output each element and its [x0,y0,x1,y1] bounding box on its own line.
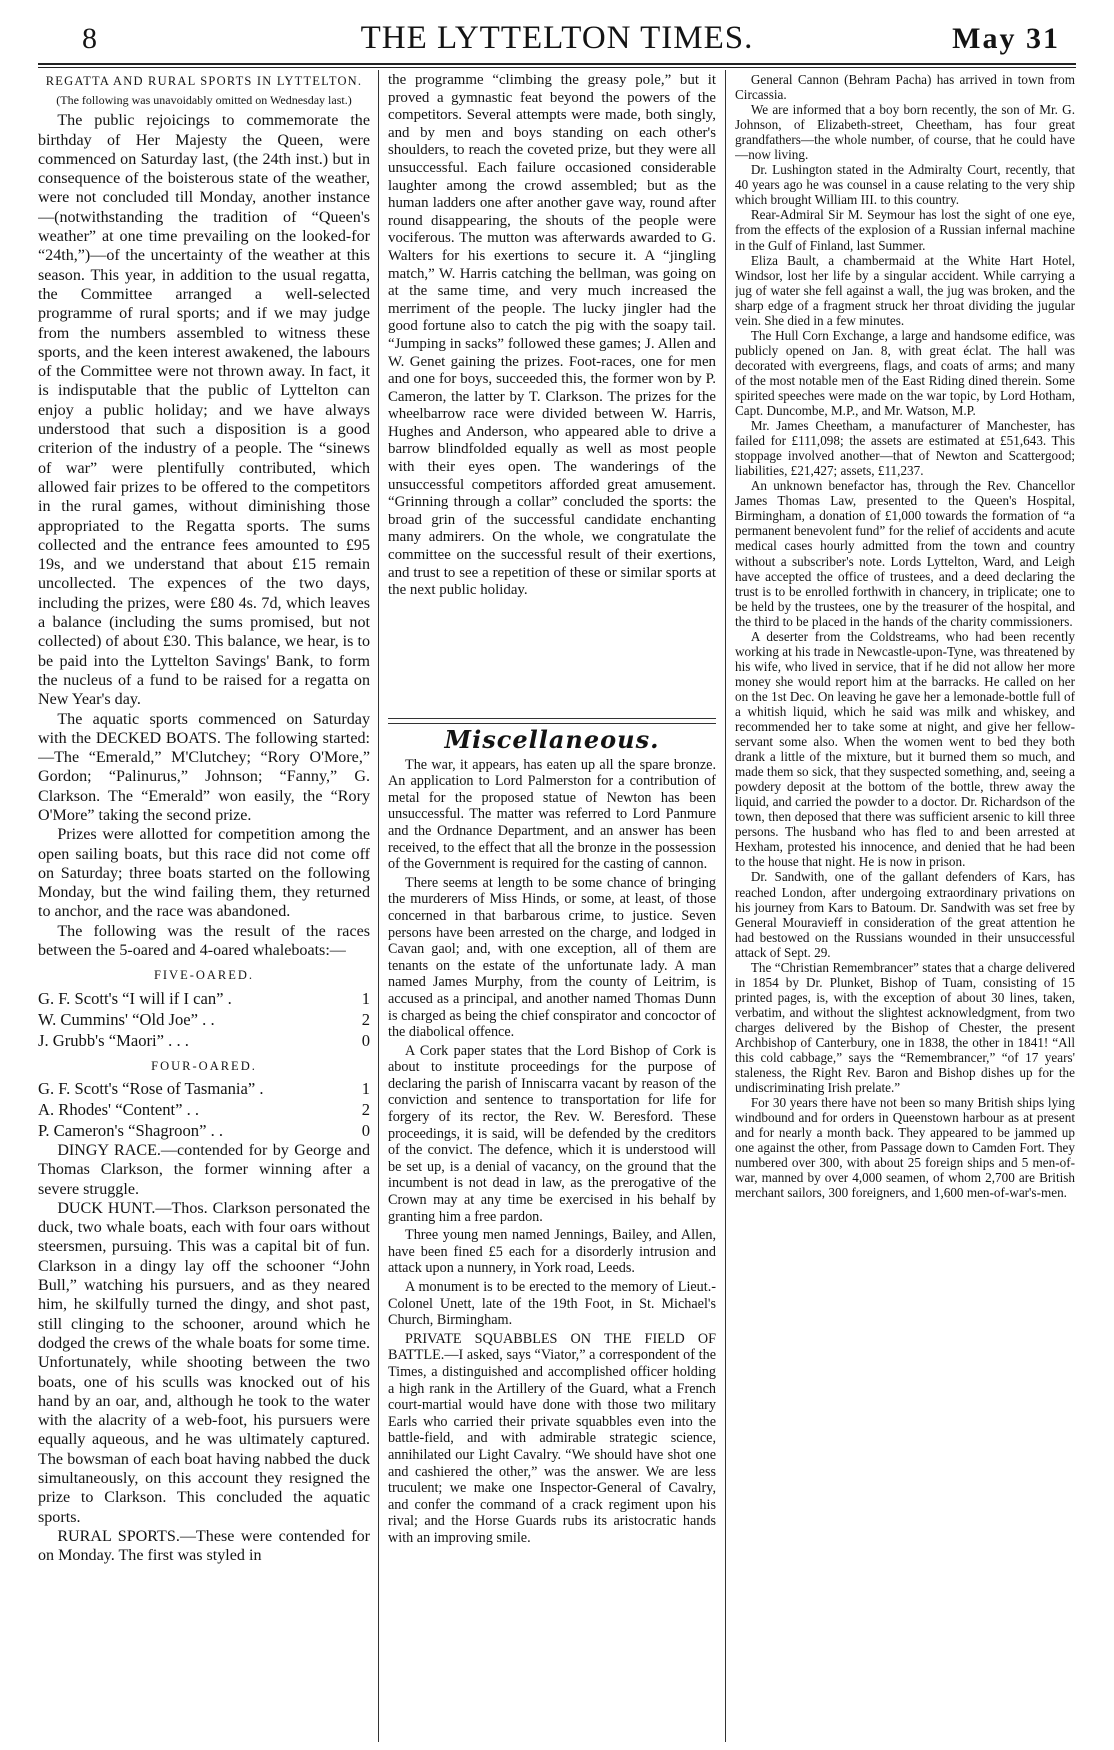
boat-name: W. Cummins' “Old Joe” . . [38,1009,215,1029]
news-item: Dr. Sandwith, one of the gallant defenders of Kars, has reached London, after undergoing extraordinary privations on his journey from Kars to Batoum. Dr. Sandwith was set free by General Mouravieff in consideration of the great attention he had bestowed on the Russians wounded in their unsuccessful attack of Sept. 29. [735,869,1075,960]
boat-name: G. F. Scott's “Rose of Tasmania” . [38,1078,264,1098]
boat-name: G. F. Scott's “I will if I can” . [38,988,232,1008]
news-item: PRIVATE SQUABBLES ON THE FIELD OF BATTLE.—I asked, says “Viator,” a correspondent of the Times, a distinguished and accomplished officer holding a high rank in the Artillery of the Guard, what a French court-martial would have done with those two military Earls who carried their private squabbles even into the battle-field, and with admirable strategic science, annihilated our Light Cavalry. “We should have shot one and cashiered the other,” was the answer. We are less truculent; we make one Inspector-General of Cavalry, and confer the command of a crack regiment upon his rival; and the Horse Guards rubs its aristocratic hands with an improving smile. [388,1330,716,1546]
news-item: A monument is to be erected to the memory of Lieut.-Colonel Unett, late of the 19th Foot, in St. Michael's Church, Birmingham. [388,1279,716,1329]
boat-place: 2 [361,1009,370,1029]
race-result [38,1078,370,1099]
race-result [38,1099,370,1120]
news-item: For 30 years there have not been so many British ships lying windbound and for orders in Queenstown harbour as at present and for nearly a month back. They appeared to be jammed up one against the other, from Passage down to Camden Fort. They numbered over 300, with about 25 foreign ships and 5 men-of-war, manned by over 4,000 seamen, of whom 2,700 are British merchant sailors, 300 foreigners, and 1,600 men-of-war's-men. [735,1095,1075,1201]
column-1 [38,72,370,1740]
news-item: Three young men named Jennings, Bailey, and Allen, have been fined £5 each for a disorderly intrusion and attack upon a nunnery, in York road, Leeds. [388,1227,716,1277]
boat-name: J. Grubb's “Maori” . . . [38,1030,189,1050]
race-result [38,1030,370,1051]
news-item: A Cork paper states that the Lord Bishop of Cork is about to institute proceedings for the purpose of declaring the parish of Inniscarra vacant by reason of the conviction and sentence to transportation for life for forgery of its rector, the Rev. W. Beresford. These proceedings, it is said, will be defended by the creditors of the convict. The defence, which it is understood will be set up, is a denial of vacancy, on the ground that the incumbent is not dead in law, as the prerogative of the Crown may at any time be exercised in his behalf by granting him a free pardon. [388,1042,716,1225]
race-heading: FIVE-OARED. [153,968,255,983]
article-continuation [388,72,716,712]
news-item: General Cannon (Behram Pacha) has arrived in town from Circassia. [735,72,1075,103]
article-paragraph: The aquatic sports commenced on Saturday with the DECKED BOATS. The following started:—The “Emerald,” M'Clutchey; “Rory O'More,” Gordon; “Palinurus,” Johnson; “Fanny,” G. Clarkson. The “Emerald” won easily, the “Rory O'More” taking the second prize. [38,710,370,824]
newspaper-title: THE LYTTELTON TIMES. [360,20,754,56]
article-paragraph: RURAL SPORTS.—These were contended for on Monday. The first was styled in [38,1527,370,1565]
column-3 [735,72,1075,1740]
article-paragraph: The public rejoicings to commemorate the birthday of Her Majesty the Queen, were commenced on Saturday last, (the 24th inst.) but in consequence of the boisterous state of the weather, were not concluded till Monday, another instance—(notwithstanding the tradition of “Queen's weather” at one time prevailing on the looked-for “24th,”)—of the uncertainty of the weather at this season. This year, in addition to the usual regatta, the Committee arranged a well-selected programme of rural sports; and if we may judge from the numbers assembled to witness these sports, and the keen interest awakened, the labours of the Committee were not thrown away. In fact, it is indisputable that the public of Lyttelton can enjoy a public holiday; and we have always understood that such a disposition is a good criterion of the industry of a people. The “sinews of war” were plentifully contributed, which allowed fair prizes to be offered to the competitors in the rural games, without diminishing those appropriated to the Regatta sports. The sums collected and the entrance fees amounted to £95 19s, and we understand that about £15 remain uncollected. The expences of the two days, including the prizes, were £80 4s. 7d, which leaves a balance (including the sums promised, but not collected) of about £30. This balance, we hear, is to be paid into the Lyttelton Savings' Bank, to form the nucleus of a fund to be raised for a regatta on New Year's day. [38,112,370,709]
news-item: The “Christian Remembrancer” states that a charge delivered in 1854 by Dr. Plunket, Bishop of Tuam, consisting of 15 printed pages, is, with the exception of about 30 lines, taken, verbatim, and without the slightest acknowledgment, from two charges delivered by the Bishop of Chester, the present Archbishop of Canterbury, one in 1838, the other in 1841! “All this cold cabbage,” says the “Remembrancer,” “of 17 years' staleness, the Right Rev. Baron and Bishop dishes up for the undiscriminating Irish prelate.” [735,959,1075,1096]
article-note: (The following was unavoidably omitted on Wednesday last.) [56,93,352,108]
article-paragraph: Prizes were allotted for competition among the open sailing boats, but this race did not come off on Saturday; three boats started on the following Monday, but the wind failing them, they returned to anchor, and the race was abandoned. [38,826,370,921]
header-rule-thin [38,67,1076,68]
race-result [38,1120,370,1141]
news-item: A deserter from the Coldstreams, who had been recently working at his trade in Newcastle-upon-Tyne, was threatened by his wife, who lived in service, that if he did not allow her more money she would report him at the barracks. He called on her on the 1st Dec. On leaving he gave her a lemonade-bottle full of a whitish liquid, which he said was milk and whiskey, and recommended her to take some at night, and give her fellow-servant some also. When the women went to bed they both drank a little of the mixture, but it burned them so much, and made them so sick, that they suspected something, and, seeing a powdery deposit at the bottom of the bottle, threw away the liquid, and carried the powder to a doctor. Dr. Richardson of the town, then deposed that there was sufficient arsenic to kill three persons. The husband who has fled to and been arrested at Hexham, protested his innocence, and denied that he had been to the house that night. He is now in prison. [735,628,1075,870]
boat-place: 2 [361,1099,370,1119]
race-result [38,988,370,1009]
news-item: There seems at length to be some chance of bringing the murderers of Miss Hinds, or some, at least, of those concerned in that barbarous crime, to justice. Seven persons have been arrested on the charge, and lodged in Cavan gaol; and, with one exception, all of them are tenants on the estate of the unfortunate lady. A man named James Murphy, from the county of Leitrim, is accused as a principal, and another named Thomas Dunn is charged as being the chief conspirator and concoctor of the diabolical offence. [388,874,716,1041]
news-item: Dr. Lushington stated in the Admiralty Court, recently, that 40 years ago he was counsel in a cause relating to the very ship which brought William III. to this country. [735,162,1075,208]
masthead [40,20,1074,60]
news-item: The Hull Corn Exchange, a large and handsome edifice, was publicly opened on Jan. 8, with great éclat. The hall was decorated with evergreens, flags, and coats of arms; and many of the most notable men of the East Riding dined therein. Some spirited speeches were made on the war topic, by Lord Hotham, Capt. Duncombe, M.P., and Mr. Watson, M.P. [735,327,1075,419]
news-item: Eliza Bault, a chambermaid at the White Hart Hotel, Windsor, lost her life by a singular accident. While carrying a jug of water she fell against a wall, the jug was broken, and the sharp edge of a fragment struck her throat dividing the jugular vein. She died in a few minutes. [735,252,1075,328]
race-result [38,1009,370,1030]
header-rule [38,63,1076,65]
section-title: Miscellaneous. [444,725,660,754]
article-paragraph: DUCK HUNT.—Thos. Clarkson personated the duck, two whale boats, each with four oars without steersmen, pursuing. This was a capital bit of fun. Clarkson in a dingy lay off the schooner “John Bull,” watching his pursuers, and as they neared him, he skilfully turned the dingy, and shot past, still clinging to the schooner, around which he dodged the crews of the whale boats for some time. Unfortunately, while shooting between the two boats, one of his sculls was knocked out of his hand by an oar, and, although he took to the water with the alacrity of a web-foot, his pursuers were equally aqueous, and he was ultimately captured. The bowsman of each boat having nabbed the duck simultaneously, on this account they resigned the prize to Clarkson. This concluded the aquatic sports. [38,1199,370,1526]
issue-date: May 31 [952,22,1060,55]
boat-place: 0 [361,1120,370,1140]
column-divider [725,70,726,1742]
article-paragraph: the programme “climbing the greasy pole,” but it proved a gymnastic feat beyond the powers of the competitors. Several attempts were made, both singly, and by men and boys standing on each other's shoulders, to reach the coveted prize, but they were all unsuccessful. Each failure occasioned considerable laughter among the crowd assembled; but as the human ladders one after another gave way, round after round disappearing, the shouts of the people were vociferous. The mutton was afterwards awarded to G. Walters for his exertions to secure it. A “jingling match,” W. Harris catching the bellman, was going on at the same time, and very much increased the merriment of the people. The lucky jingler had the good fortune also to catch the pig with the soapy tail. “Jumping in sacks” followed these games; J. Allen and W. Genet gaining the prizes. Foot-races, one for men and one for boys, succeeded this, the former won by P. Cameron, the latter by T. Clarkson. The prizes for the wheelbarrow race were divided between W. Harris, Hughes and Anderson, who appeared able to drive a barrow blindfolded equally as well as most people with their eyes open. The wanderings of the unsuccessful competitors afforded great amusement. “Grinning through a collar” concluded the sports: the broad grin of the successful candidate enchanting many admirers. On the whole, we congratulate the committee on the successful result of their exertions, and trust to see a repetition of these or similar sports at the next public holiday. [388,72,716,599]
column-2 [388,72,716,1740]
news-item: An unknown benefactor has, through the Rev. Chancellor James Thomas Law, presented to the Queen's Hospital, Birmingham, a donation of £1,000 towards the formation of “a permanent benevolent fund” for the relief of accidents and acute medical cases hourly admitted from the town and country without a subscriber's note. Lords Lyttelton, Ward, and Leigh have accepted the office of trustees, and a deed declaring the trust is to be enrolled forthwith in chancery, in triplicate; one to be held by the trustees, one by the treasurer of the hospital, and the third to be placed in the hands of the charity commissioners. [735,478,1075,629]
column-divider [378,70,379,1742]
boat-name: A. Rhodes' “Content” . . [38,1099,200,1119]
page-number: 8 [82,22,97,55]
news-item: The war, it appears, has eaten up all the spare bronze. An application to Lord Palmerston for a contribution of metal for the proposed statue of Newton has been unsuccessful. The matter was referred to Lord Panmure and the Ordnance Department, and an answer has been received, to the effect that all the bronze in the possession of the Government is required for the casting of cannon. [388,756,716,873]
article-paragraph: DINGY RACE.—contended for by George and Thomas Clarkson, the former winning after a severe struggle. [38,1141,370,1198]
boat-place: 0 [361,1030,370,1050]
news-item: We are informed that a boy born recently, the son of Mr. G. Johnson, of Elizabeth-street, Cheetham, has four great grandfathers—the whole number, of course, that he could have—now living. [735,102,1075,163]
article-paragraph: The following was the result of the races between the 5-oared and 4-oared whaleboats:— [38,922,370,960]
section-divider [388,718,716,724]
article-title: REGATTA AND RURAL SPORTS IN LYTTELTON. [45,74,363,88]
boat-place: 1 [361,1078,370,1098]
boat-place: 1 [361,988,370,1008]
misc-items [388,757,716,1547]
boat-name: P. Cameron's “Shagroon” . . [38,1120,224,1140]
news-item: Mr. James Cheetham, a manufacturer of Manchester, has failed for £111,098; the assets are estimated at £51,643. This stoppage involved another—that of Newton and Scattergood; liabilities, £21,427; assets, £11,237. [735,418,1075,479]
race-heading: FOUR-OARED. [151,1058,257,1073]
news-item: Rear-Admiral Sir M. Seymour has lost the sight of one eye, from the effects of the explosion of a Russian infernal machine in the Gulf of Finland, last Summer. [735,207,1075,253]
